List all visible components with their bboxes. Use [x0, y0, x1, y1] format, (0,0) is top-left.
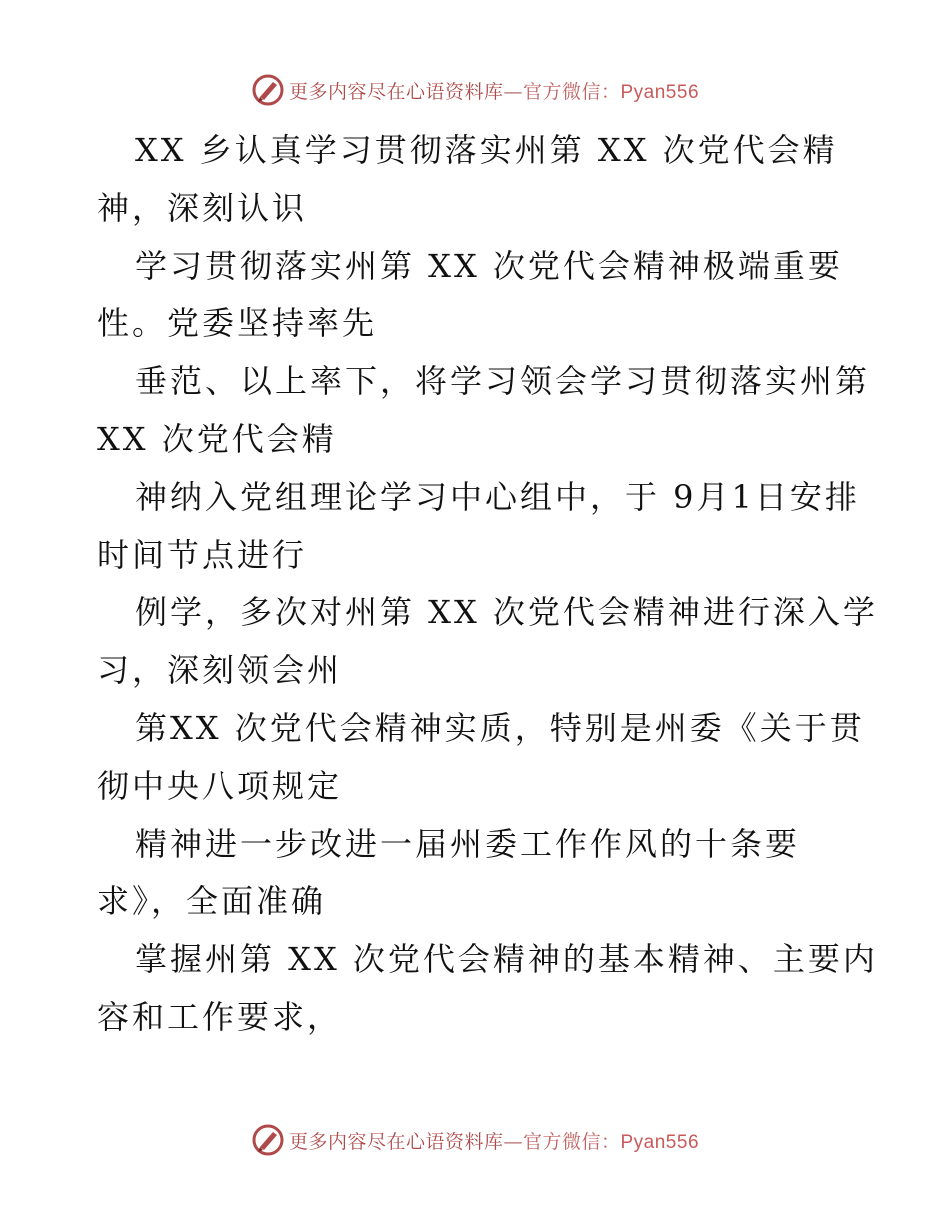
- separator: —: [503, 80, 523, 103]
- paragraph-line: XX 次党代会精: [97, 419, 337, 458]
- wechat-id: Pyan556: [620, 81, 700, 103]
- paragraph-line: 神，深刻认识: [97, 188, 308, 227]
- paragraph-line: 精神进一步改进一届州委工作作风的十条要: [135, 824, 801, 863]
- paragraph-line: 神纳入党组理论学习中心组中，于 9月1日安排: [135, 477, 860, 516]
- paragraph-line: 时间节点进行: [97, 535, 308, 574]
- paragraph-line: 掌握州第 XX 次党代会精神的基本精神、主要内: [135, 940, 878, 979]
- paragraph-line: 习，深刻领会州: [97, 651, 343, 690]
- wechat-id: Pyan556: [620, 1131, 700, 1153]
- watermark-text: [289, 1127, 699, 1154]
- header-watermark-banner: [0, 70, 950, 110]
- footer-watermark-banner: [0, 1120, 950, 1160]
- wechat-label: 官方微信：: [522, 1130, 621, 1153]
- pen-quill-logo-icon: [251, 73, 285, 107]
- document-body: [97, 122, 878, 1047]
- paragraph-line: 性。党委坚持率先: [97, 304, 378, 343]
- paragraph-line: 第XX 次党代会精神实质，特别是州委《关于贯: [135, 708, 865, 747]
- paragraph-line: 垂范、以上率下，将学习领会学习贯彻落实州第: [135, 362, 871, 401]
- pen-quill-logo-icon: [251, 1123, 285, 1157]
- paragraph-line: 求》，全面准确: [97, 882, 327, 921]
- watermark-text: [289, 77, 699, 104]
- paragraph-line: XX 乡认真学习贯彻落实州第 XX 次党代会精: [135, 131, 838, 169]
- paragraph-line: 彻中央八项规定: [97, 766, 343, 805]
- paragraph-line: 例学，多次对州第 XX 次党代会精神进行深入学: [135, 593, 878, 632]
- site-name: 更多内容尽在心语资料库: [288, 80, 504, 103]
- wechat-label: 官方微信：: [522, 80, 621, 103]
- site-name: 更多内容尽在心语资料库: [288, 1130, 504, 1153]
- paragraph-line: 容和工作要求，: [97, 997, 343, 1036]
- paragraph-line: 学习贯彻落实州第 XX 次党代会精神极端重要: [135, 246, 843, 285]
- separator: —: [503, 1130, 523, 1153]
